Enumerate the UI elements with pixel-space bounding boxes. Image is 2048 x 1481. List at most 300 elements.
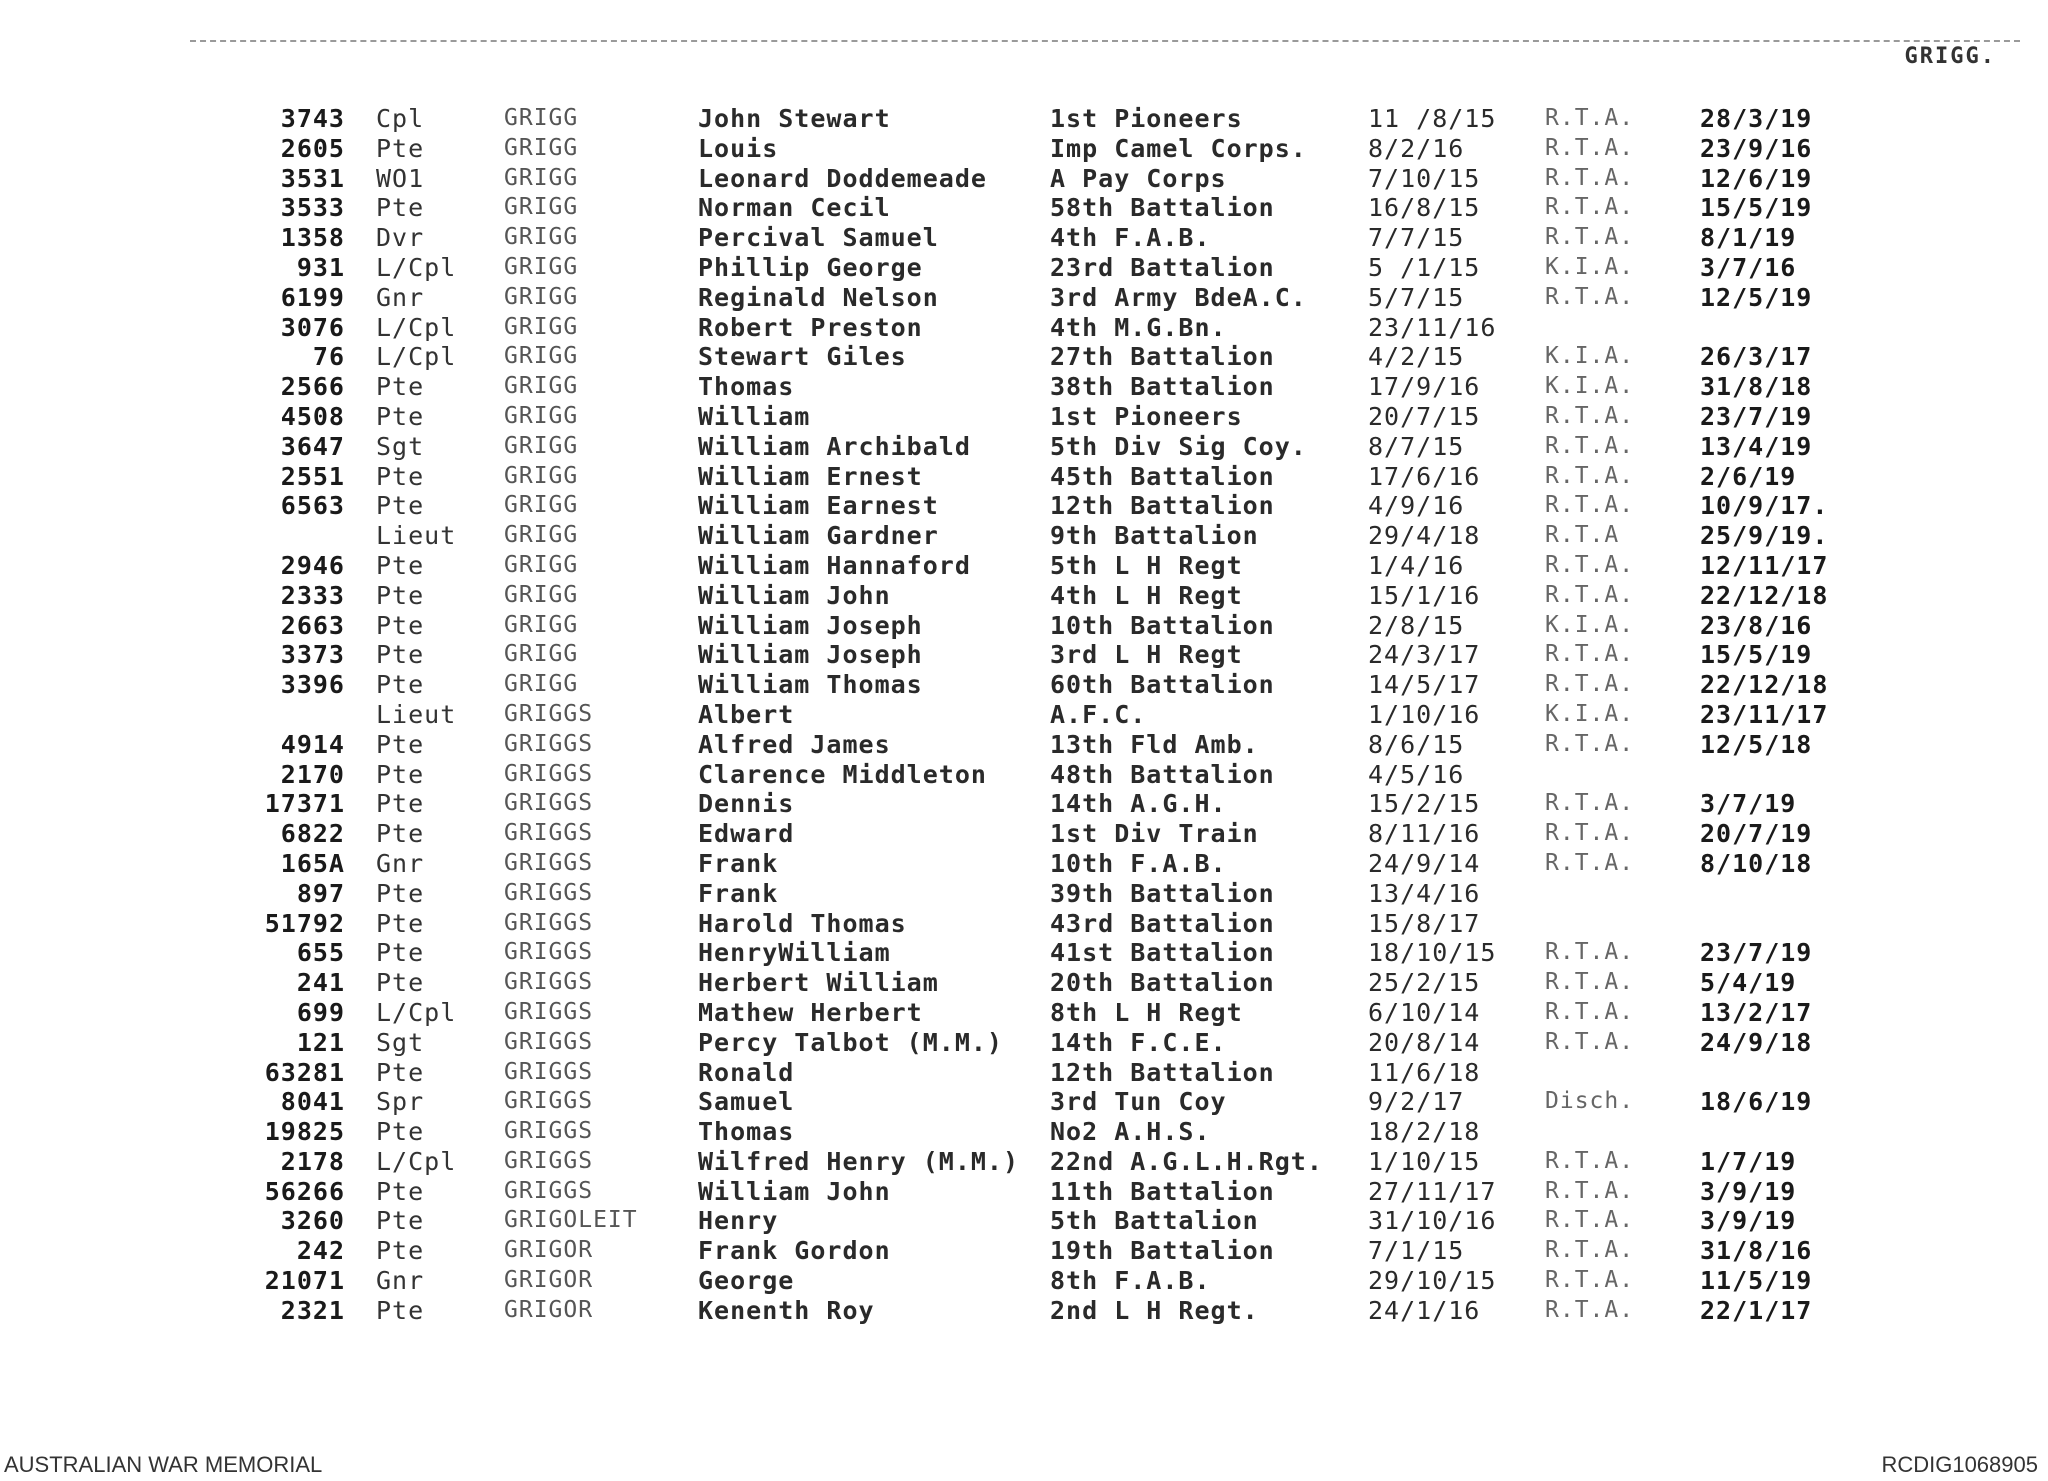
service-number: 897 bbox=[296, 878, 345, 908]
roll-entry bbox=[0, 938, 2048, 968]
fate-date: 11/5/19 bbox=[1700, 1266, 1813, 1296]
rank: Lieut bbox=[376, 521, 457, 551]
given-names: William Earnest bbox=[698, 491, 939, 521]
surname: GRIGG bbox=[504, 581, 579, 608]
rank: Pte bbox=[376, 759, 425, 789]
service-number: 241 bbox=[296, 968, 345, 998]
service-number: 3260 bbox=[280, 1206, 345, 1236]
fate-date: 3/7/16 bbox=[1700, 252, 1797, 282]
surname: GRIGGS bbox=[504, 730, 594, 757]
given-names: Norman Cecil bbox=[698, 193, 891, 223]
given-names: Percy Talbot (M.M.) bbox=[698, 1027, 1003, 1057]
enlistment-date: 18/10/15 bbox=[1368, 938, 1497, 968]
unit: 8th F.A.B. bbox=[1050, 1266, 1211, 1296]
service-number: 2333 bbox=[280, 580, 345, 610]
fate-date: 25/9/19. bbox=[1700, 521, 1829, 551]
unit: 11th Battalion bbox=[1050, 1176, 1275, 1206]
enlistment-date: 9/2/17 bbox=[1368, 1087, 1465, 1117]
given-names: John Stewart bbox=[698, 104, 891, 133]
roll-entry bbox=[0, 342, 2048, 372]
rank: Dvr bbox=[376, 223, 425, 253]
surname: GRIGGS bbox=[504, 1058, 594, 1085]
fate: R.T.A. bbox=[1545, 224, 1635, 251]
roll-entry bbox=[0, 640, 2048, 670]
surname: GRIGGS bbox=[504, 939, 594, 966]
unit: 5th L H Regt bbox=[1050, 550, 1243, 580]
fate-date: 22/12/18 bbox=[1700, 670, 1829, 700]
surname: GRIGG bbox=[504, 134, 579, 161]
roll-entry bbox=[0, 104, 2048, 134]
fate: R.T.A. bbox=[1545, 1147, 1635, 1174]
roll-entry bbox=[0, 551, 2048, 581]
unit: 1st Pioneers bbox=[1050, 401, 1243, 431]
unit: 20th Battalion bbox=[1050, 968, 1275, 998]
rank: Sgt bbox=[376, 1027, 425, 1057]
roll-entry bbox=[0, 193, 2048, 223]
rank: Gnr bbox=[376, 282, 425, 312]
fate-date: 12/5/19 bbox=[1700, 282, 1813, 312]
surname: GRIGG bbox=[504, 551, 579, 578]
unit: 39th Battalion bbox=[1050, 878, 1275, 908]
unit: 13th Fld Amb. bbox=[1050, 729, 1259, 759]
enlistment-date: 15/2/15 bbox=[1368, 789, 1481, 819]
unit: 1st Pioneers bbox=[1050, 104, 1243, 133]
given-names: Edward bbox=[698, 819, 795, 849]
service-number: 2663 bbox=[280, 610, 345, 640]
fate-date: 31/8/16 bbox=[1700, 1236, 1813, 1266]
enlistment-date: 7/7/15 bbox=[1368, 223, 1465, 253]
fate-date: 3/9/19 bbox=[1700, 1176, 1797, 1206]
unit: 58th Battalion bbox=[1050, 193, 1275, 223]
rank: Pte bbox=[376, 640, 425, 670]
roll-entry bbox=[0, 1206, 2048, 1236]
service-number: 21071 bbox=[264, 1266, 345, 1296]
roll-entry bbox=[0, 1177, 2048, 1207]
enlistment-date: 25/2/15 bbox=[1368, 968, 1481, 998]
service-number: 4914 bbox=[280, 729, 345, 759]
given-names: Dennis bbox=[698, 789, 795, 819]
unit: 12th Battalion bbox=[1050, 491, 1275, 521]
enlistment-date: 5/7/15 bbox=[1368, 282, 1465, 312]
fate: R.T.A. bbox=[1545, 671, 1635, 698]
unit: 14th F.C.E. bbox=[1050, 1027, 1227, 1057]
rank: Pte bbox=[376, 580, 425, 610]
fate-date: 22/12/18 bbox=[1700, 580, 1829, 610]
roll-entry bbox=[0, 402, 2048, 432]
unit: Imp Camel Corps. bbox=[1050, 133, 1307, 163]
given-names: Thomas bbox=[698, 372, 795, 402]
fate-date: 20/7/19 bbox=[1700, 819, 1813, 849]
rank: L/Cpl bbox=[376, 997, 457, 1027]
surname: GRIGGS bbox=[504, 1088, 594, 1115]
fate-date: 12/5/18 bbox=[1700, 729, 1813, 759]
rank: Sgt bbox=[376, 431, 425, 461]
given-names: Kenenth Roy bbox=[698, 1295, 875, 1325]
fate: R.T.A. bbox=[1545, 402, 1635, 429]
fate-date: 3/9/19 bbox=[1700, 1206, 1797, 1236]
fate-date: 12/11/17 bbox=[1700, 550, 1829, 580]
fate-date: 18/6/19 bbox=[1700, 1087, 1813, 1117]
fate: K.I.A. bbox=[1545, 611, 1635, 638]
enlistment-date: 20/8/14 bbox=[1368, 1027, 1481, 1057]
surname: GRIGG bbox=[504, 105, 579, 131]
service-number: 2170 bbox=[280, 759, 345, 789]
enlistment-date: 13/4/16 bbox=[1368, 878, 1481, 908]
roll-entry bbox=[0, 1236, 2048, 1266]
enlistment-date: 5 /1/15 bbox=[1368, 252, 1481, 282]
enlistment-date: 15/8/17 bbox=[1368, 908, 1481, 938]
surname: GRIGG bbox=[504, 164, 579, 191]
roll-entry bbox=[0, 789, 2048, 819]
given-names: William John bbox=[698, 580, 891, 610]
rank: L/Cpl bbox=[376, 252, 457, 282]
rank: Gnr bbox=[376, 848, 425, 878]
fate: R.T.A. bbox=[1545, 283, 1635, 310]
unit: 27th Battalion bbox=[1050, 342, 1275, 372]
given-names: William Joseph bbox=[698, 610, 923, 640]
fate: K.I.A. bbox=[1545, 253, 1635, 280]
roll-entry bbox=[0, 164, 2048, 194]
fate-date: 26/3/17 bbox=[1700, 342, 1813, 372]
unit: 3rd Army BdeA.C. bbox=[1050, 282, 1307, 312]
enlistment-date: 1/4/16 bbox=[1368, 550, 1465, 580]
fate: R.T.A. bbox=[1545, 641, 1635, 668]
rank: Pte bbox=[376, 729, 425, 759]
surname: GRIGGS bbox=[504, 909, 594, 936]
fate: R.T.A. bbox=[1545, 849, 1635, 876]
fate-date: 23/8/16 bbox=[1700, 610, 1813, 640]
unit: 22nd A.G.L.H.Rgt. bbox=[1050, 1146, 1323, 1176]
roll-entry bbox=[0, 1028, 2048, 1058]
fate-date: 3/7/19 bbox=[1700, 789, 1797, 819]
service-number: 3647 bbox=[280, 431, 345, 461]
unit: 45th Battalion bbox=[1050, 461, 1275, 491]
fate-date: 15/5/19 bbox=[1700, 193, 1813, 223]
given-names: Thomas bbox=[698, 1117, 795, 1147]
service-number: 2605 bbox=[280, 133, 345, 163]
given-names: William Ernest bbox=[698, 461, 923, 491]
surname: GRIGOR bbox=[504, 1237, 594, 1264]
roll-entry bbox=[0, 253, 2048, 283]
surname: GRIGG bbox=[504, 194, 579, 221]
enlistment-date: 1/10/16 bbox=[1368, 699, 1481, 729]
fate: R.T.A. bbox=[1545, 939, 1635, 966]
service-number: 3743 bbox=[280, 104, 345, 133]
unit: 4th M.G.Bn. bbox=[1050, 312, 1227, 342]
unit: A.F.C. bbox=[1050, 699, 1147, 729]
rank: Pte bbox=[376, 1295, 425, 1325]
rank: Pte bbox=[376, 1206, 425, 1236]
enlistment-date: 8/7/15 bbox=[1368, 431, 1465, 461]
unit: 41st Battalion bbox=[1050, 938, 1275, 968]
rank: Pte bbox=[376, 610, 425, 640]
service-number: 51792 bbox=[264, 908, 345, 938]
rank: Pte bbox=[376, 878, 425, 908]
surname: GRIGG bbox=[504, 253, 579, 280]
given-names: William John bbox=[698, 1176, 891, 1206]
surname: GRIGGS bbox=[504, 969, 594, 996]
surname: GRIGG bbox=[504, 492, 579, 519]
given-names: HenryWilliam bbox=[698, 938, 891, 968]
fate-date: 24/9/18 bbox=[1700, 1027, 1813, 1057]
service-number: 6199 bbox=[280, 282, 345, 312]
enlistment-date: 4/5/16 bbox=[1368, 759, 1465, 789]
fate: K.I.A. bbox=[1545, 700, 1635, 727]
service-number: 2946 bbox=[280, 550, 345, 580]
footer-institution: AUSTRALIAN WAR MEMORIAL bbox=[4, 1452, 323, 1477]
roll-entry bbox=[0, 968, 2048, 998]
surname: GRIGG bbox=[504, 402, 579, 429]
unit: A Pay Corps bbox=[1050, 163, 1227, 193]
fate-date: 10/9/17. bbox=[1700, 491, 1829, 521]
surname: GRIGGS bbox=[504, 790, 594, 817]
rank: Pte bbox=[376, 968, 425, 998]
service-number: 17371 bbox=[264, 789, 345, 819]
given-names: Samuel bbox=[698, 1087, 795, 1117]
enlistment-date: 11/6/18 bbox=[1368, 1057, 1481, 1087]
roll-entry bbox=[0, 730, 2048, 760]
roll-entry bbox=[0, 372, 2048, 402]
given-names: George bbox=[698, 1266, 795, 1296]
fate: R.T.A. bbox=[1545, 581, 1635, 608]
enlistment-date: 6/10/14 bbox=[1368, 997, 1481, 1027]
service-number: 76 bbox=[312, 342, 345, 372]
unit: 8th L H Regt bbox=[1050, 997, 1243, 1027]
roll-entry bbox=[0, 1266, 2048, 1296]
fate: R.T.A. bbox=[1545, 1296, 1635, 1323]
surname: GRIGOLEIT bbox=[504, 1207, 638, 1234]
service-number: 63281 bbox=[264, 1057, 345, 1087]
service-number: 2178 bbox=[280, 1146, 345, 1176]
service-number: 8041 bbox=[280, 1087, 345, 1117]
service-number: 3076 bbox=[280, 312, 345, 342]
unit: 12th Battalion bbox=[1050, 1057, 1275, 1087]
roll-entry bbox=[0, 283, 2048, 313]
rank: WO1 bbox=[376, 163, 425, 193]
rank: Pte bbox=[376, 550, 425, 580]
roll-entry bbox=[0, 134, 2048, 164]
nominal-roll-list bbox=[0, 104, 2048, 1326]
unit: 5th Battalion bbox=[1050, 1206, 1259, 1236]
given-names: Louis bbox=[698, 133, 779, 163]
rank: Pte bbox=[376, 1236, 425, 1266]
fate: R.T.A. bbox=[1545, 730, 1635, 757]
rank: Pte bbox=[376, 938, 425, 968]
service-number: 165A bbox=[280, 848, 345, 878]
surname: GRIGGS bbox=[504, 760, 594, 787]
unit: 3rd Tun Coy bbox=[1050, 1087, 1227, 1117]
enlistment-date: 24/1/16 bbox=[1368, 1295, 1481, 1325]
roll-entry bbox=[0, 998, 2048, 1028]
service-number: 3533 bbox=[280, 193, 345, 223]
roll-entry bbox=[0, 670, 2048, 700]
rank: L/Cpl bbox=[376, 312, 457, 342]
enlistment-date: 20/7/15 bbox=[1368, 401, 1481, 431]
fate: R.T.A. bbox=[1545, 998, 1635, 1025]
rank: Pte bbox=[376, 401, 425, 431]
fate-date: 23/11/17 bbox=[1700, 699, 1829, 729]
fate-date: 31/8/18 bbox=[1700, 372, 1813, 402]
fate-date: 13/4/19 bbox=[1700, 431, 1813, 461]
service-number: 655 bbox=[296, 938, 345, 968]
unit: 14th A.G.H. bbox=[1050, 789, 1227, 819]
surname: GRIGG bbox=[504, 671, 579, 698]
enlistment-date: 8/2/16 bbox=[1368, 133, 1465, 163]
service-number: 699 bbox=[296, 997, 345, 1027]
given-names: William Joseph bbox=[698, 640, 923, 670]
unit: 5th Div Sig Coy. bbox=[1050, 431, 1307, 461]
unit: 48th Battalion bbox=[1050, 759, 1275, 789]
unit: 38th Battalion bbox=[1050, 372, 1275, 402]
roll-entry bbox=[0, 760, 2048, 790]
given-names: Robert Preston bbox=[698, 312, 923, 342]
service-number: 6563 bbox=[280, 491, 345, 521]
enlistment-date: 4/2/15 bbox=[1368, 342, 1465, 372]
roll-entry bbox=[0, 879, 2048, 909]
fate-date: 15/5/19 bbox=[1700, 640, 1813, 670]
fate: Disch. bbox=[1545, 1088, 1635, 1115]
unit: 10th Battalion bbox=[1050, 610, 1275, 640]
enlistment-date: 29/10/15 bbox=[1368, 1266, 1497, 1296]
roll-entry bbox=[0, 1117, 2048, 1147]
given-names: Percival Samuel bbox=[698, 223, 939, 253]
given-names: William Thomas bbox=[698, 670, 923, 700]
surname: GRIGGS bbox=[504, 849, 594, 876]
roll-entry bbox=[0, 700, 2048, 730]
surname: GRIGG bbox=[504, 283, 579, 310]
given-names: William bbox=[698, 401, 811, 431]
rank: Cpl bbox=[376, 104, 425, 133]
fate: K.I.A. bbox=[1545, 373, 1635, 400]
service-number: 56266 bbox=[264, 1176, 345, 1206]
surname: GRIGGS bbox=[504, 998, 594, 1025]
surname: GRIGG bbox=[504, 313, 579, 340]
service-number: 3396 bbox=[280, 670, 345, 700]
fate: R.T.A. bbox=[1545, 1207, 1635, 1234]
rank: Lieut bbox=[376, 699, 457, 729]
enlistment-date: 7/10/15 bbox=[1368, 163, 1481, 193]
rank: Pte bbox=[376, 491, 425, 521]
given-names: William Archibald bbox=[698, 431, 971, 461]
service-number: 2566 bbox=[280, 372, 345, 402]
roll-entry bbox=[0, 1147, 2048, 1177]
enlistment-date: 24/9/14 bbox=[1368, 848, 1481, 878]
given-names: Frank bbox=[698, 878, 779, 908]
given-names: Clarence Middleton bbox=[698, 759, 987, 789]
unit: 60th Battalion bbox=[1050, 670, 1275, 700]
fate: R.T.A. bbox=[1545, 969, 1635, 996]
surname: GRIGGS bbox=[504, 1147, 594, 1174]
fate-date: 5/4/19 bbox=[1700, 968, 1797, 998]
enlistment-date: 16/8/15 bbox=[1368, 193, 1481, 223]
surname: GRIGG bbox=[504, 611, 579, 638]
roll-entry bbox=[0, 313, 2048, 343]
unit: 9th Battalion bbox=[1050, 521, 1259, 551]
fate: R.T.A. bbox=[1545, 432, 1635, 459]
enlistment-date: 11 /8/15 bbox=[1368, 104, 1497, 133]
service-number: 4508 bbox=[280, 401, 345, 431]
fate-date: 2/6/19 bbox=[1700, 461, 1797, 491]
fate-date: 23/7/19 bbox=[1700, 401, 1813, 431]
enlistment-date: 2/8/15 bbox=[1368, 610, 1465, 640]
fate-date: 8/10/18 bbox=[1700, 848, 1813, 878]
rank: Pte bbox=[376, 193, 425, 223]
given-names: William Gardner bbox=[698, 521, 939, 551]
rank: Pte bbox=[376, 670, 425, 700]
service-number: 6822 bbox=[280, 819, 345, 849]
roll-entry bbox=[0, 462, 2048, 492]
rank: Pte bbox=[376, 1057, 425, 1087]
service-number: 242 bbox=[296, 1236, 345, 1266]
enlistment-date: 27/11/17 bbox=[1368, 1176, 1497, 1206]
given-names: Mathew Herbert bbox=[698, 997, 923, 1027]
surname: GRIGG bbox=[504, 373, 579, 400]
rank: Pte bbox=[376, 1176, 425, 1206]
given-names: Wilfred Henry (M.M.) bbox=[698, 1146, 1020, 1176]
roll-entry bbox=[0, 1087, 2048, 1117]
top-rule bbox=[190, 40, 2020, 42]
roll-entry bbox=[0, 611, 2048, 641]
given-names: Alfred James bbox=[698, 729, 891, 759]
service-number: 931 bbox=[296, 252, 345, 282]
fate: R.T.A. bbox=[1545, 105, 1635, 131]
rank: Pte bbox=[376, 819, 425, 849]
surname: GRIGG bbox=[504, 641, 579, 668]
fate-date: 23/7/19 bbox=[1700, 938, 1813, 968]
fate-date: 22/1/17 bbox=[1700, 1295, 1813, 1325]
roll-entry bbox=[0, 581, 2048, 611]
roll-entry bbox=[0, 491, 2048, 521]
roll-entry bbox=[0, 849, 2048, 879]
surname: GRIGG bbox=[504, 462, 579, 489]
unit: No2 A.H.S. bbox=[1050, 1117, 1211, 1147]
fate: R.T.A. bbox=[1545, 820, 1635, 847]
enlistment-date: 8/11/16 bbox=[1368, 819, 1481, 849]
unit: 19th Battalion bbox=[1050, 1236, 1275, 1266]
roll-entry bbox=[0, 1058, 2048, 1088]
surname: GRIGG bbox=[504, 224, 579, 251]
fate-date: 8/1/19 bbox=[1700, 223, 1797, 253]
surname: GRIGG bbox=[504, 343, 579, 370]
rank: Pte bbox=[376, 1117, 425, 1147]
given-names: Leonard Doddemeade bbox=[698, 163, 987, 193]
fate: R.T.A. bbox=[1545, 1267, 1635, 1294]
enlistment-date: 18/2/18 bbox=[1368, 1117, 1481, 1147]
surname: GRIGG bbox=[504, 432, 579, 459]
surname: GRIGGS bbox=[504, 879, 594, 906]
roll-entry bbox=[0, 909, 2048, 939]
unit: 10th F.A.B. bbox=[1050, 848, 1227, 878]
service-number: 3531 bbox=[280, 163, 345, 193]
service-number: 1358 bbox=[280, 223, 345, 253]
enlistment-date: 7/1/15 bbox=[1368, 1236, 1465, 1266]
rank: Spr bbox=[376, 1087, 425, 1117]
given-names: William Hannaford bbox=[698, 550, 971, 580]
unit: 4th L H Regt bbox=[1050, 580, 1243, 610]
enlistment-date: 17/9/16 bbox=[1368, 372, 1481, 402]
enlistment-date: 15/1/16 bbox=[1368, 580, 1481, 610]
enlistment-date: 24/3/17 bbox=[1368, 640, 1481, 670]
surname: GRIGGS bbox=[504, 820, 594, 847]
unit: 3rd L H Regt bbox=[1050, 640, 1243, 670]
given-names: Harold Thomas bbox=[698, 908, 907, 938]
unit: 23rd Battalion bbox=[1050, 252, 1275, 282]
fate-date: 23/9/16 bbox=[1700, 133, 1813, 163]
given-names: Stewart Giles bbox=[698, 342, 907, 372]
enlistment-date: 4/9/16 bbox=[1368, 491, 1465, 521]
service-number: 2551 bbox=[280, 461, 345, 491]
fate: R.T.A. bbox=[1545, 1237, 1635, 1264]
